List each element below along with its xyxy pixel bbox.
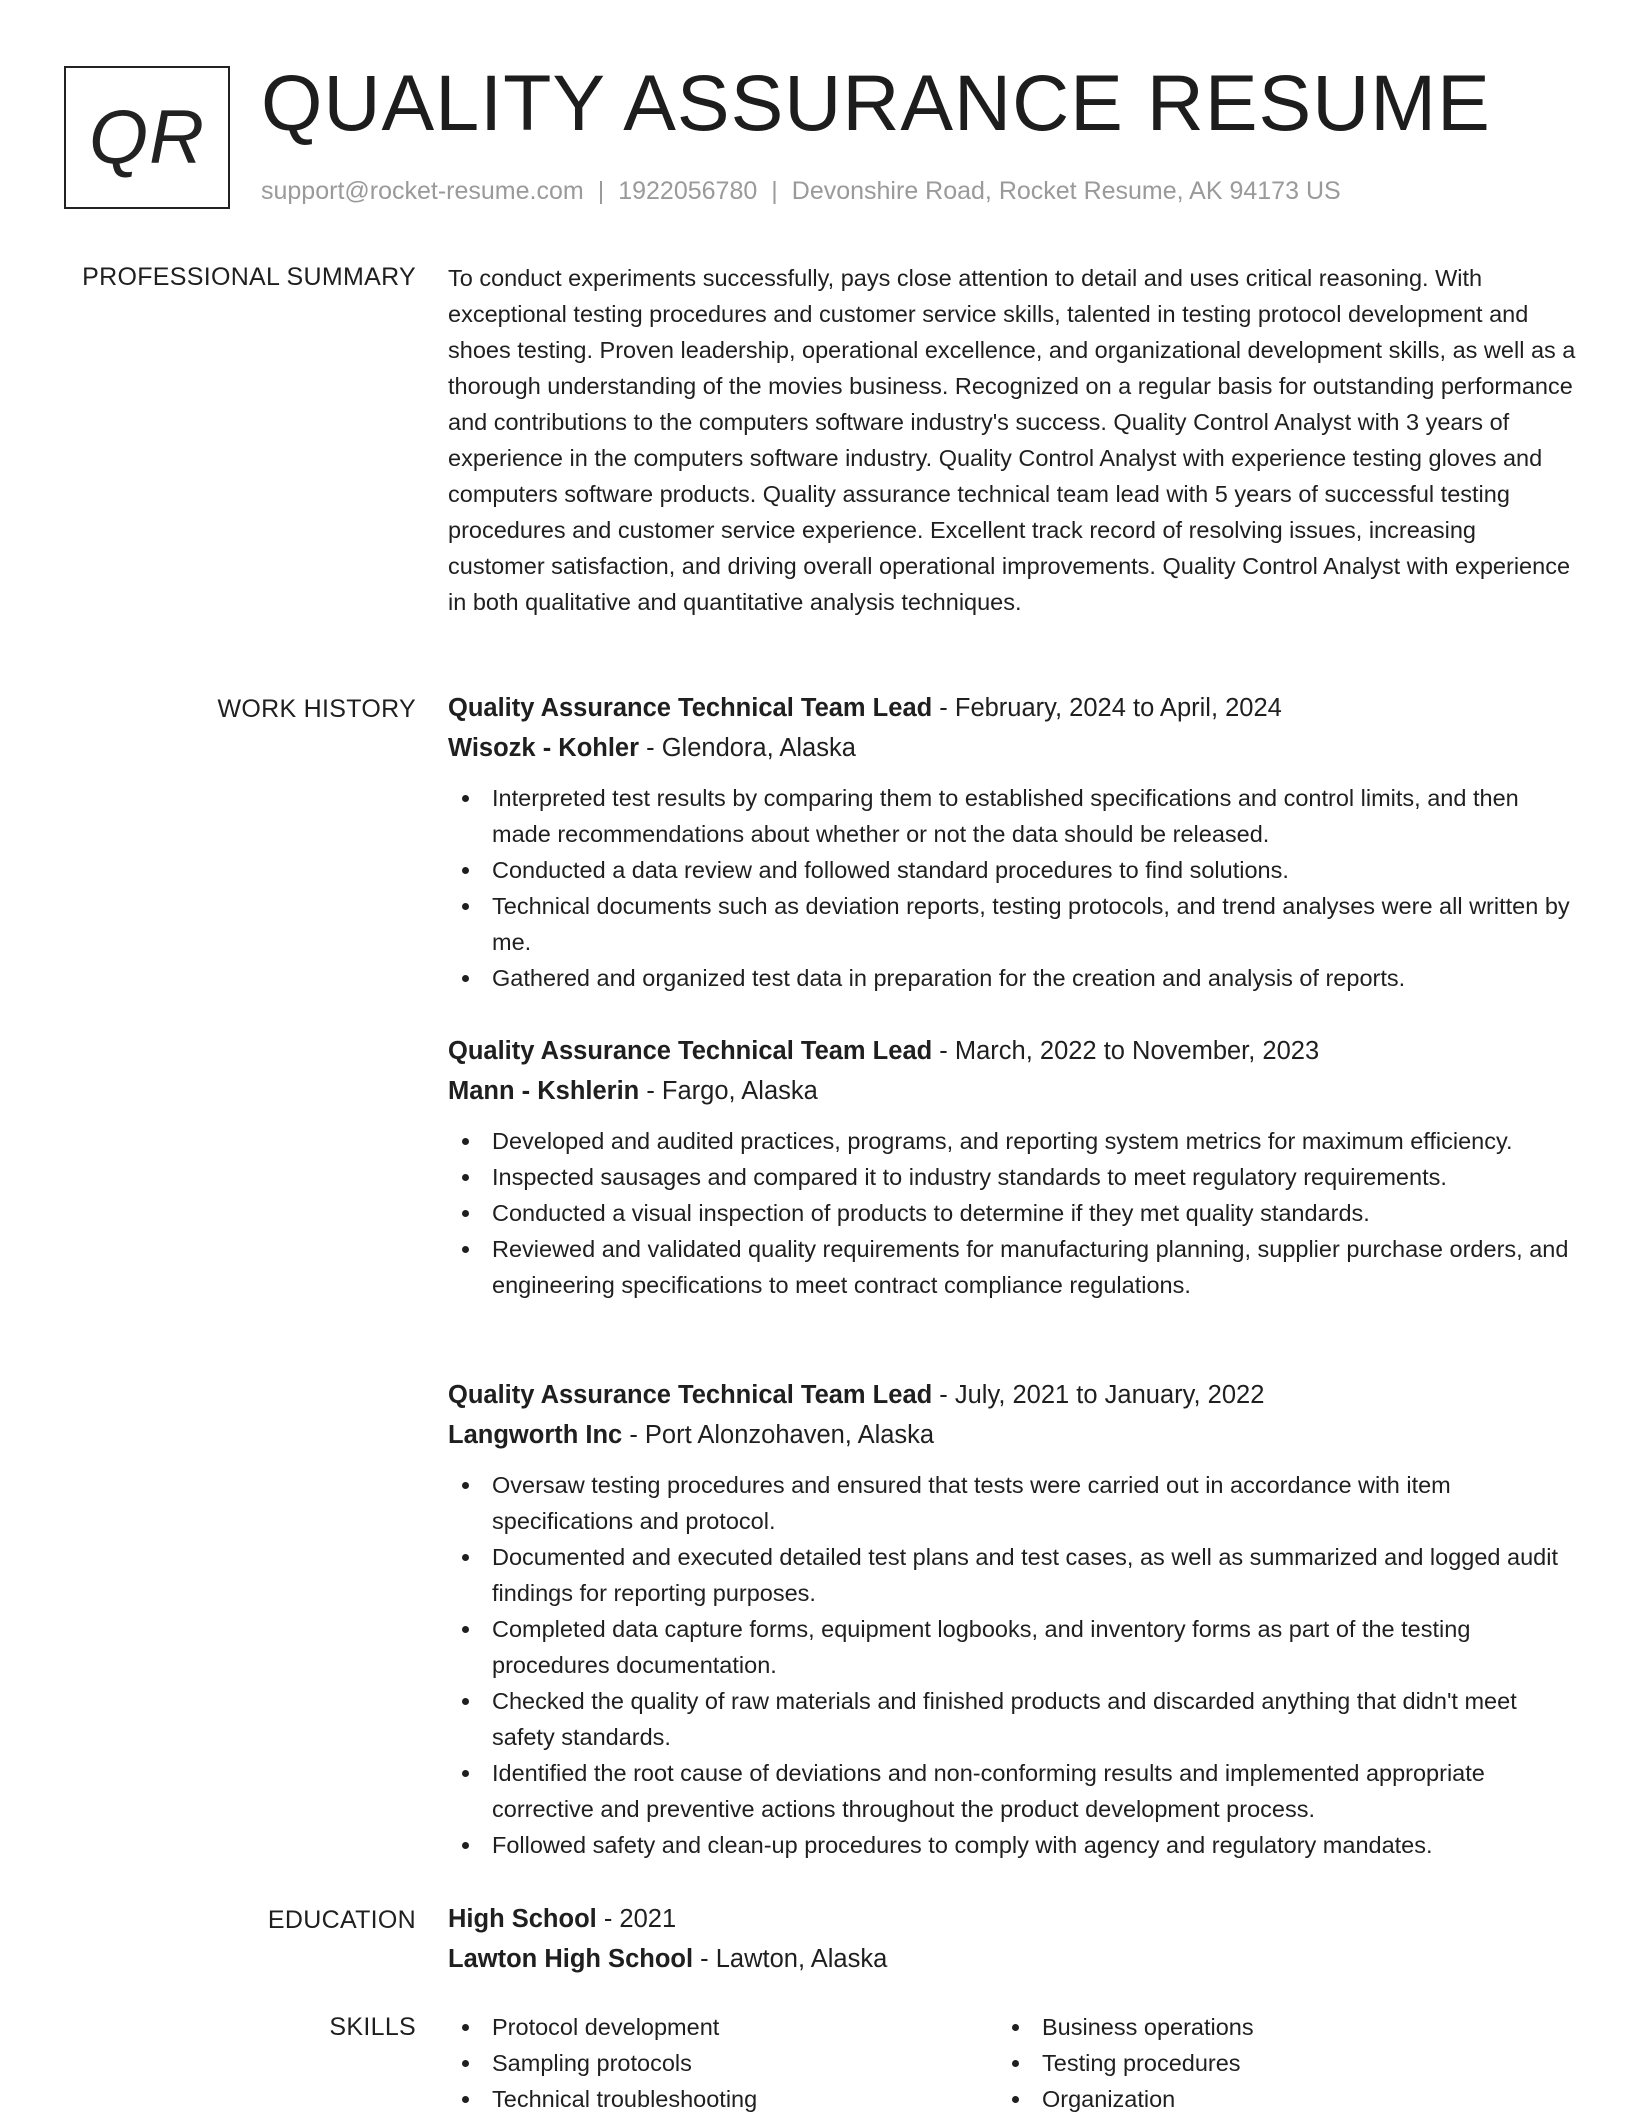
job-location: - Glendora, Alaska — [639, 734, 856, 762]
resume-title: QUALITY ASSURANCE RESUME — [261, 58, 1491, 147]
list-item: Oversaw testing procedures and ensured that tests were carried out in accordance with item specifications and protocol. — [448, 1467, 1578, 1539]
skills-column-left — [448, 2009, 998, 2112]
education-entry — [448, 1899, 1578, 1979]
job-bullets — [448, 1467, 1578, 1863]
job-location: - Port Alonzohaven, Alaska — [622, 1421, 935, 1449]
job-company: Langworth Inc — [448, 1421, 623, 1449]
job-bullets — [448, 1123, 1578, 1303]
list-item: Gathered and organized test data in preparation for the creation and analysis of reports. — [448, 960, 1578, 996]
list-item: Completed data capture forms, equipment logbooks, and inventory forms as part of the testing procedures documentation. — [448, 1611, 1578, 1683]
education-location: - Lawton, Alaska — [693, 1945, 888, 1973]
list-item: Interpreted test results by comparing them to established specifications and control limits, and then made recommendations about whether or not the data should be released. — [448, 780, 1578, 852]
list-item: Conducted a data review and followed standard procedures to find solutions. — [448, 852, 1578, 888]
education-school: Lawton High School — [448, 1945, 694, 1973]
job-dates: - February, 2024 to April, 2024 — [932, 694, 1282, 722]
list-item: Inspected sausages and compared it to industry standards to meet regulatory requirements. — [448, 1159, 1578, 1195]
education-year: - 2021 — [596, 1905, 677, 1933]
section-label-education: EDUCATION — [267, 1906, 416, 1934]
job-bullets — [448, 780, 1578, 996]
section-label-work-history: WORK HISTORY — [217, 695, 416, 723]
contact-line — [261, 174, 1341, 208]
job-company-line — [448, 1415, 1578, 1455]
job-entry — [448, 1031, 1578, 1303]
monogram-initials: QR — [89, 95, 205, 180]
list-item: Checked the quality of raw materials and finished products and discarded anything that didn't meet safety standards. — [448, 1683, 1578, 1755]
job-company: Wisozk - Kohler — [448, 734, 640, 762]
job-title-line — [448, 1031, 1578, 1071]
skill-item: Technical troubleshooting — [448, 2081, 998, 2112]
job-dates: - July, 2021 to January, 2022 — [932, 1381, 1265, 1409]
contact-address: Devonshire Road, Rocket Resume, AK 94173 US — [791, 177, 1341, 205]
job-company-line — [448, 1071, 1578, 1111]
skill-item: Protocol development — [448, 2009, 998, 2045]
job-entry — [448, 688, 1578, 996]
section-label-summary: PROFESSIONAL SUMMARY — [82, 263, 416, 291]
contact-separator: | — [597, 177, 605, 205]
list-item: Conducted a visual inspection of products to determine if they met quality standards. — [448, 1195, 1578, 1231]
job-title: Quality Assurance Technical Team Lead — [448, 1037, 933, 1065]
job-title: Quality Assurance Technical Team Lead — [448, 694, 933, 722]
list-item: Developed and audited practices, programs, and reporting system metrics for maximum efficiency. — [448, 1123, 1578, 1159]
list-item: Documented and executed detailed test plans and test cases, as well as summarized and logged audit findings for reporting purposes. — [448, 1539, 1578, 1611]
skills-grid — [448, 2009, 1578, 2112]
summary-text: To conduct experiments successfully, pays close attention to detail and uses critical reasoning. With exceptional testing procedures and customer service skills, talented in testing protocol development and shoes testing. Proven leadership, operational excellence, and organizational development skills, as well as a thorough understanding of the movies business. Recognized on a regular basis for outstanding performance and contributions to the computers software industry's success. Quality Control Analyst with 3 years of experience in the computers software industry. Quality Control Analyst with experience testing gloves and computers software products. Quality assurance technical team lead with 5 years of successful testing procedures and customer service experience. Excellent track record of resolving issues, increasing customer satisfaction, and driving overall operational improvements. Quality Control Analyst with experience in both qualitative and quantitative analysis techniques. — [448, 265, 1576, 615]
contact-email: support@rocket-resume.com — [261, 177, 584, 205]
monogram-box — [64, 66, 230, 209]
job-dates: - March, 2022 to November, 2023 — [932, 1037, 1320, 1065]
skill-item: Organization — [998, 2081, 1548, 2112]
job-entry — [448, 1375, 1578, 1863]
job-title-line — [448, 1375, 1578, 1415]
contact-phone: 1922056780 — [618, 177, 758, 205]
skill-item: Business operations — [998, 2009, 1548, 2045]
education-degree-line — [448, 1899, 1578, 1939]
job-title-line — [448, 688, 1578, 728]
job-company: Mann - Kshlerin — [448, 1077, 640, 1105]
job-location: - Fargo, Alaska — [639, 1077, 818, 1105]
section-label-skills: SKILLS — [329, 2013, 416, 2041]
job-title: Quality Assurance Technical Team Lead — [448, 1381, 933, 1409]
education-school-line — [448, 1939, 1578, 1979]
skill-item: Testing procedures — [998, 2045, 1548, 2081]
list-item: Followed safety and clean-up procedures to comply with agency and regulatory mandates. — [448, 1827, 1578, 1863]
skill-item: Sampling protocols — [448, 2045, 998, 2081]
education-degree: High School — [448, 1905, 597, 1933]
job-company-line — [448, 728, 1578, 768]
list-item: Reviewed and validated quality requirements for manufacturing planning, supplier purchase orders, and engineering specifications to meet contract compliance regulations. — [448, 1231, 1578, 1303]
contact-separator: | — [771, 177, 778, 205]
list-item: Technical documents such as deviation reports, testing protocols, and trend analyses were all written by me. — [448, 888, 1578, 960]
skills-column-right — [998, 2009, 1548, 2112]
list-item: Identified the root cause of deviations and non-conforming results and implemented appropriate corrective and preventive actions throughout the product development process. — [448, 1755, 1578, 1827]
